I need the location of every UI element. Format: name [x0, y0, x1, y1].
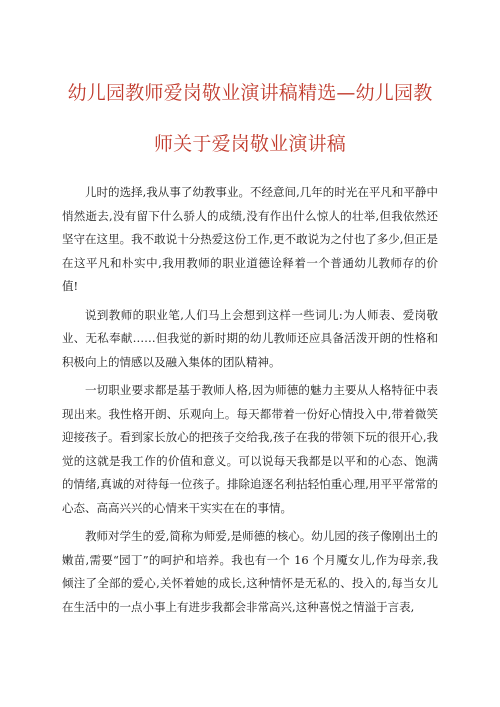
body-paragraph-2: 说到教师的职业笔,人们马上会想到这样一些词儿:为人师表、爱岗敬业、无私奉献……但我觉的新时期的幼儿教师还应具备活泼开朗的性格和积极向上的情感以及融入集体的团队精神。: [62, 307, 438, 369]
document-title-line-1: 幼儿园教师爱岗敬业演讲稿精选—幼儿园教: [67, 82, 433, 104]
body-paragraph-4: 教师对学生的爱,简称为师爱,是师德的核心。幼儿园的孩子像刚出土的嫩苗,需要“园丁”的呵护和培养。我也有一个 16 个月魇女儿,作为母亲,我倾注了全部的爱心,关怀着她的成长,这种情怀是无私的、投入的,每当女儿在生活中的一点小事上有进步我都会非常高兴,这种喜悦之情溢于言表,: [62, 529, 438, 614]
document-title-line-2: 师关于爱岗敬业演讲稿: [153, 133, 346, 155]
document-body: [62, 181, 438, 619]
body-paragraph-3: 一切职业要求都是基于教师人格,因为师德的魅力主要从人格特征中表现出来。我性格开朗、乐观向上。每天都带着一份好心情投入中,带着微笑迎接孩子。看到家长放心的把孩子交给我,孩子在我的带领下玩的很开心,我觉的这就是我工作的价值和意义。可以说每天我都是以平和的心态、饱满的情绪,真诚的对待每一位孩子。排除追逐名利拈轻怕重心理,用平平常常的心态、高高兴兴的心情来干实实在在的事情。: [62, 383, 438, 515]
body-paragraph-1: 儿时的选择,我从事了幼教事业。不经意间,几年的时光在平凡和平静中悄然逝去,没有留下什么骄人的成绩,没有作出什么惊人的壮举,但我依然还坚守在这里。我不敢说十分热爱这份工作,更不敢说为之付也了多少,但正是在这平凡和朴实中,我用教师的职业道德诠释着一个普通幼儿教师存的价值!: [62, 185, 438, 293]
